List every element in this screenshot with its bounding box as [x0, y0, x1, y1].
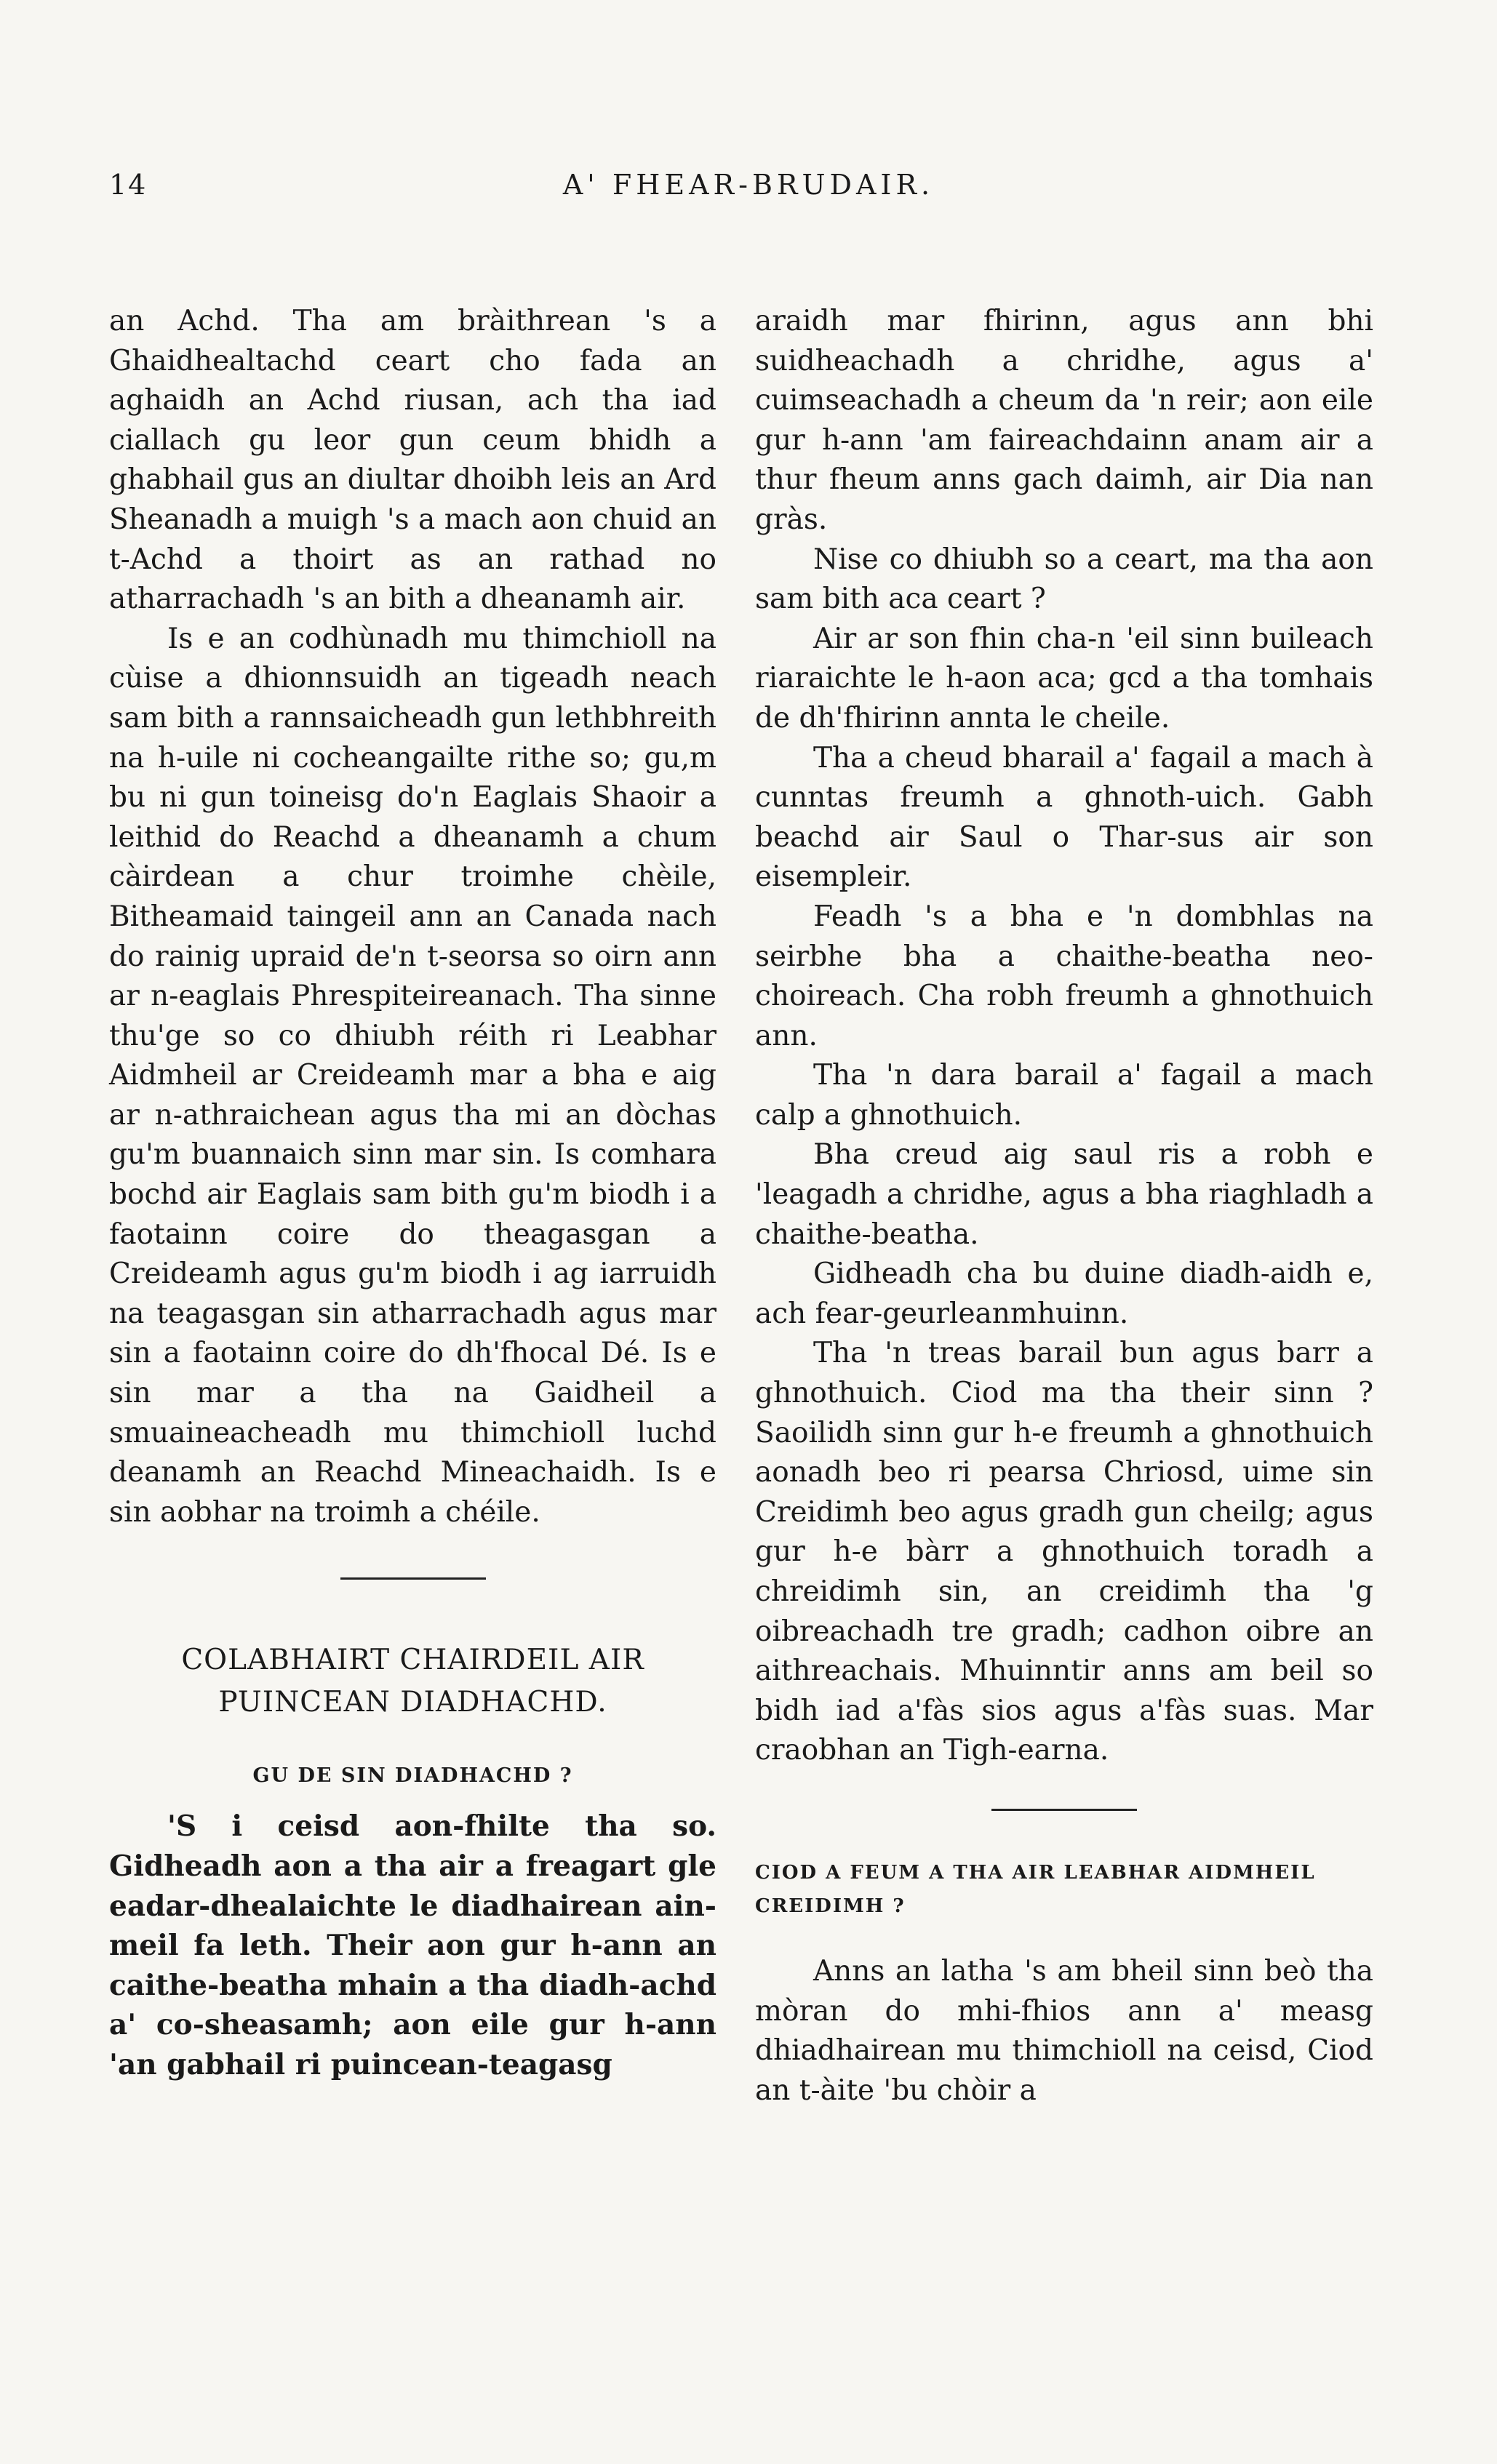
right-column	[755, 302, 1373, 2111]
right-paragraph-10: Anns an latha 's am bheil sinn beò tha mòran do mhi-fhios ann a' measg dhiadhairean mu thimchioll na ceisd, Ciod an t-àite 'bu chòir a	[755, 1954, 1373, 2107]
left-paragraph-1: an Achd. Tha am bràithrean 's a Ghaidhealtachd ceart cho fada an aghaidh an Achd riusan, ach tha iad ciallach gu leor gun ceum bhidh a ghabhail gus an diultar dhoibh leis an Ard Sheanadh a muigh 's a mach aon chuid an t-Achd a thoirt as an rathad no atharrachadh 's an bith a dheanamh air.	[109, 305, 716, 616]
running-title: A' FHEAR-BRUDAIR.	[562, 169, 935, 201]
section-divider-right	[991, 1809, 1137, 1811]
section-divider	[340, 1577, 486, 1580]
right-paragraph-4: Tha a cheud bharail a' fagail a mach à cunntas freumh a ghnoth-uich. Gabh beachd air Saul o Thar-sus air son eisempleir.	[755, 741, 1373, 894]
left-column	[109, 302, 716, 2085]
right-paragraph-3: Air ar son fhin cha-n 'eil sinn buileach riaraichte le h-aon aca; gcd a tha tomhais de dh'fhirinn annta le cheile.	[755, 622, 1373, 735]
section-heading: COLABHAIRT CHAIRDEIL AIR PUINCEAN DIADHACHD.	[181, 1644, 644, 1719]
question-heading-right: CIOD A FEUM A THA AIR LEABHAR AIDMHEIL CREIDIMH ?	[755, 1861, 1316, 1917]
left-paragraph-3: 'S i ceisd aon-fhilte tha so. Gidheadh aon a tha air a freagart gle eadar-dhealaichte le diadhairean ain-meil fa leth. Their aon gur h-ann an caithe-beatha mhain a tha diadh-achd a' co-sheasamh; aon eile gur h-ann 'an gabhail ri puincean-teagasg	[109, 1809, 716, 2081]
right-paragraph-6: Tha 'n dara barail a' fagail a mach calp a ghnothuich.	[755, 1059, 1373, 1132]
page-header	[0, 169, 1497, 212]
right-paragraph-2: Nise co dhiubh so a ceart, ma tha aon sam bith aca ceart ?	[755, 543, 1373, 616]
right-paragraph-5: Feadh 's a bha e 'n dombhlas na seirbhe bha a chaithe-beatha neo-choireach. Cha robh freumh a ghnothuich ann.	[755, 900, 1373, 1052]
right-paragraph-9: Tha 'n treas barail bun agus barr a ghnothuich. Ciod ma tha their sinn ? Saoilidh sinn gur h-e freumh a ghnothuich aonadh beo ri pearsa Chriosd, uime sin Creidimh beo agus gradh gun cheilg; agus gur h-e bàrr a ghnothuich toradh a chreidimh sin, an creidimh tha 'g oibreachadh tre gradh; cadhon oibre an aithreachais. Mhuinntir anns am beil so bidh iad a'fàs sios agus a'fàs suas. Mar craobhan an Tigh-earna.	[755, 1337, 1373, 1767]
right-paragraph-8: Gidheadh cha bu duine diadh-aidh e, ach fear-geurleanmhuinn.	[755, 1257, 1373, 1330]
left-paragraph-2: Is e an codhùnadh mu thimchioll na cùise a dhionnsuidh an tigeadh neach sam bith a rannsaicheadh gun lethbhreith na h-uile ni cocheangailte rithe so; gu,m bu ni gun toineisg do'n Eaglais Shaoir a leithid do Reachd a dheanamh a chum càirdean a chur troimhe chèile, Bitheamaid taingeil ann an Canada nach do rainig upraid de'n t-seorsa so oirn ann ar n-eaglais Phrespiteireanach. Tha sinne thu'ge so co dhiubh réith ri Leabhar Aidmheil ar Creideamh mar a bha e aig ar n-athraichean agus tha mi an dòchas gu'm buannaich sinn mar sin. Is comhara bochd air Eaglais sam bith gu'm biodh i a faotainn coire do theagasgan a Creideamh agus gu'm biodh i ag iarruidh na teagasgan sin atharrachadh agus mar sin a faotainn coire do dh'fhocal Dé. Is e sin mar a tha na Gaidheil a smuaineacheadh mu thimchioll luchd deanamh an Reachd Mineachaidh. Is e sin aobhar na troimh a chéile.	[109, 622, 716, 1529]
right-paragraph-7: Bha creud aig saul ris a robh e 'leagadh a chridhe, agus a bha riaghladh a chaithe-beatha.	[755, 1138, 1373, 1251]
right-paragraph-1: araidh mar fhirinn, agus ann bhi suidheachadh a chridhe, agus a' cuimseachadh a cheum da 'n reir; aon eile gur h-ann 'am faireachdainn anam air a thur fheum anns gach daimh, air Dia nan gràs.	[755, 305, 1373, 536]
question-heading: GU DE SIN DIADHACHD ?	[252, 1764, 573, 1788]
page-number: 14	[109, 169, 148, 201]
